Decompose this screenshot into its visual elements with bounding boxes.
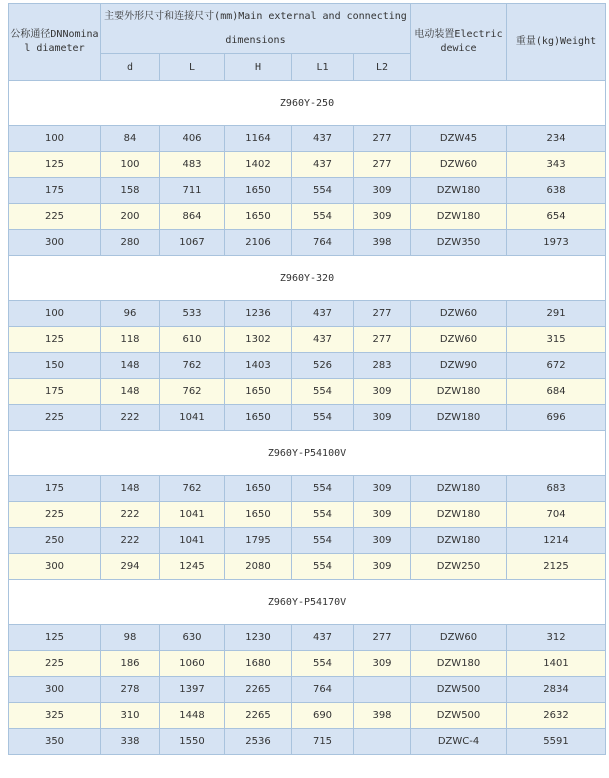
cell-d: 148 [101,476,160,502]
table-row [9,301,606,327]
cell-H: 1680 [225,651,292,677]
cell-nominal-diameter: 125 [9,327,101,353]
table-row [9,677,606,703]
cell-L2: 277 [354,625,411,651]
cell-L1: 437 [292,152,354,178]
cell-electric-device: DZW250 [411,554,507,580]
cell-L2: 309 [354,502,411,528]
cell-d: 294 [101,554,160,580]
cell-L2: 309 [354,405,411,431]
cell-nominal-diameter: 100 [9,301,101,327]
cell-L1: 554 [292,379,354,405]
cell-d: 98 [101,625,160,651]
cell-weight: 683 [507,476,606,502]
cell-L1: 437 [292,327,354,353]
cell-electric-device: DZW350 [411,230,507,256]
cell-L2: 277 [354,126,411,152]
cell-weight: 2834 [507,677,606,703]
table-row [9,405,606,431]
cell-nominal-diameter: 225 [9,204,101,230]
cell-nominal-diameter: 150 [9,353,101,379]
cell-weight: 672 [507,353,606,379]
cell-L: 711 [160,178,225,204]
header-d: d [101,54,160,81]
cell-L: 483 [160,152,225,178]
cell-weight: 2125 [507,554,606,580]
cell-d: 118 [101,327,160,353]
cell-d: 222 [101,405,160,431]
cell-H: 2080 [225,554,292,580]
cell-L: 762 [160,476,225,502]
table-row [9,178,606,204]
cell-L: 762 [160,379,225,405]
cell-L1: 437 [292,126,354,152]
table-row [9,729,606,755]
cell-L1: 554 [292,528,354,554]
cell-L1: 437 [292,625,354,651]
cell-L2: 283 [354,353,411,379]
header-L2: L2 [354,54,411,81]
cell-weight: 654 [507,204,606,230]
cell-d: 148 [101,379,160,405]
cell-L2: 309 [354,178,411,204]
cell-electric-device: DZW180 [411,651,507,677]
cell-L2: 309 [354,528,411,554]
cell-nominal-diameter: 175 [9,379,101,405]
cell-L1: 764 [292,230,354,256]
cell-L: 1245 [160,554,225,580]
cell-weight: 234 [507,126,606,152]
cell-nominal-diameter: 125 [9,152,101,178]
cell-L2: 309 [354,204,411,230]
section-title: Z960Y-P54170V [9,580,606,625]
cell-L1: 715 [292,729,354,755]
cell-d: 338 [101,729,160,755]
cell-L: 1448 [160,703,225,729]
cell-L1: 554 [292,502,354,528]
section-row [9,81,606,126]
cell-H: 2536 [225,729,292,755]
section-title: Z960Y-P54100V [9,431,606,476]
cell-nominal-diameter: 325 [9,703,101,729]
cell-H: 1650 [225,476,292,502]
cell-electric-device: DZW60 [411,625,507,651]
table-row [9,230,606,256]
table-row [9,651,606,677]
cell-nominal-diameter: 300 [9,677,101,703]
cell-L1: 554 [292,204,354,230]
cell-electric-device: DZW500 [411,703,507,729]
cell-nominal-diameter: 225 [9,651,101,677]
cell-weight: 696 [507,405,606,431]
table-row [9,703,606,729]
cell-weight: 291 [507,301,606,327]
header-weight: 重量(kg)Weight [507,4,606,81]
cell-L2 [354,729,411,755]
cell-H: 1230 [225,625,292,651]
cell-nominal-diameter: 300 [9,554,101,580]
cell-electric-device: DZW180 [411,405,507,431]
cell-nominal-diameter: 100 [9,126,101,152]
cell-electric-device: DZW60 [411,152,507,178]
section-title: Z960Y-250 [9,81,606,126]
cell-nominal-diameter: 350 [9,729,101,755]
cell-H: 1403 [225,353,292,379]
cell-L: 533 [160,301,225,327]
cell-nominal-diameter: 225 [9,502,101,528]
section-title: Z960Y-320 [9,256,606,301]
cell-d: 278 [101,677,160,703]
cell-H: 1650 [225,204,292,230]
cell-L: 1060 [160,651,225,677]
section-row [9,256,606,301]
cell-H: 1402 [225,152,292,178]
table-row [9,327,606,353]
cell-nominal-diameter: 175 [9,476,101,502]
section-row [9,580,606,625]
cell-L2: 398 [354,230,411,256]
table-row [9,476,606,502]
cell-d: 158 [101,178,160,204]
cell-L: 610 [160,327,225,353]
header-L: L [160,54,225,81]
table-row [9,353,606,379]
cell-d: 310 [101,703,160,729]
cell-electric-device: DZW500 [411,677,507,703]
cell-L: 1067 [160,230,225,256]
cell-nominal-diameter: 125 [9,625,101,651]
cell-H: 2265 [225,677,292,703]
cell-L1: 437 [292,301,354,327]
cell-electric-device: DZWC-4 [411,729,507,755]
cell-L1: 554 [292,178,354,204]
cell-L2: 309 [354,651,411,677]
table-row [9,152,606,178]
cell-nominal-diameter: 300 [9,230,101,256]
cell-L1: 554 [292,554,354,580]
cell-weight: 1401 [507,651,606,677]
cell-L2: 309 [354,379,411,405]
cell-electric-device: DZW60 [411,301,507,327]
cell-L1: 554 [292,476,354,502]
cell-L2: 277 [354,152,411,178]
cell-L: 1041 [160,502,225,528]
cell-H: 1650 [225,379,292,405]
cell-L1: 526 [292,353,354,379]
cell-weight: 638 [507,178,606,204]
header-L1: L1 [292,54,354,81]
cell-weight: 312 [507,625,606,651]
cell-weight: 5591 [507,729,606,755]
cell-d: 148 [101,353,160,379]
cell-d: 84 [101,126,160,152]
cell-L1: 690 [292,703,354,729]
cell-L2: 309 [354,554,411,580]
cell-L: 1550 [160,729,225,755]
cell-H: 1650 [225,178,292,204]
header-dimensions: 主要外形尺寸和连接尺寸(mm)Main external and connecting dimensions [101,4,411,54]
cell-d: 96 [101,301,160,327]
table-row [9,554,606,580]
cell-electric-device: DZW180 [411,379,507,405]
cell-H: 1795 [225,528,292,554]
cell-electric-device: DZW180 [411,528,507,554]
cell-L: 406 [160,126,225,152]
cell-H: 2265 [225,703,292,729]
table-row [9,625,606,651]
cell-electric-device: DZW45 [411,126,507,152]
cell-nominal-diameter: 225 [9,405,101,431]
valve-spec-table [8,3,606,755]
table-row [9,528,606,554]
cell-L2: 398 [354,703,411,729]
cell-d: 280 [101,230,160,256]
cell-H: 1164 [225,126,292,152]
cell-L: 1397 [160,677,225,703]
cell-L2: 277 [354,301,411,327]
table-row [9,126,606,152]
cell-H: 1236 [225,301,292,327]
cell-weight: 343 [507,152,606,178]
cell-H: 2106 [225,230,292,256]
cell-L2 [354,677,411,703]
cell-weight: 1973 [507,230,606,256]
cell-nominal-diameter: 175 [9,178,101,204]
header-nominal-diameter: 公称通径DNNominal diameter [9,4,101,81]
header-row [9,4,606,54]
cell-weight: 2632 [507,703,606,729]
cell-L: 864 [160,204,225,230]
section-row [9,431,606,476]
cell-d: 200 [101,204,160,230]
cell-nominal-diameter: 250 [9,528,101,554]
cell-L: 1041 [160,528,225,554]
cell-d: 186 [101,651,160,677]
cell-electric-device: DZW180 [411,178,507,204]
cell-d: 100 [101,152,160,178]
cell-electric-device: DZW180 [411,476,507,502]
cell-electric-device: DZW90 [411,353,507,379]
cell-L: 762 [160,353,225,379]
table-row [9,379,606,405]
cell-weight: 1214 [507,528,606,554]
table-row [9,204,606,230]
cell-L1: 554 [292,651,354,677]
cell-L2: 309 [354,476,411,502]
cell-d: 222 [101,502,160,528]
cell-electric-device: DZW180 [411,502,507,528]
header-electric-device: 电动装置Electric dewice [411,4,507,81]
cell-electric-device: DZW60 [411,327,507,353]
cell-L: 630 [160,625,225,651]
cell-electric-device: DZW180 [411,204,507,230]
cell-H: 1650 [225,405,292,431]
cell-weight: 315 [507,327,606,353]
cell-L1: 554 [292,405,354,431]
table-row [9,502,606,528]
cell-H: 1302 [225,327,292,353]
cell-weight: 704 [507,502,606,528]
cell-L: 1041 [160,405,225,431]
cell-L1: 764 [292,677,354,703]
cell-weight: 684 [507,379,606,405]
cell-H: 1650 [225,502,292,528]
cell-d: 222 [101,528,160,554]
header-H: H [225,54,292,81]
cell-L2: 277 [354,327,411,353]
